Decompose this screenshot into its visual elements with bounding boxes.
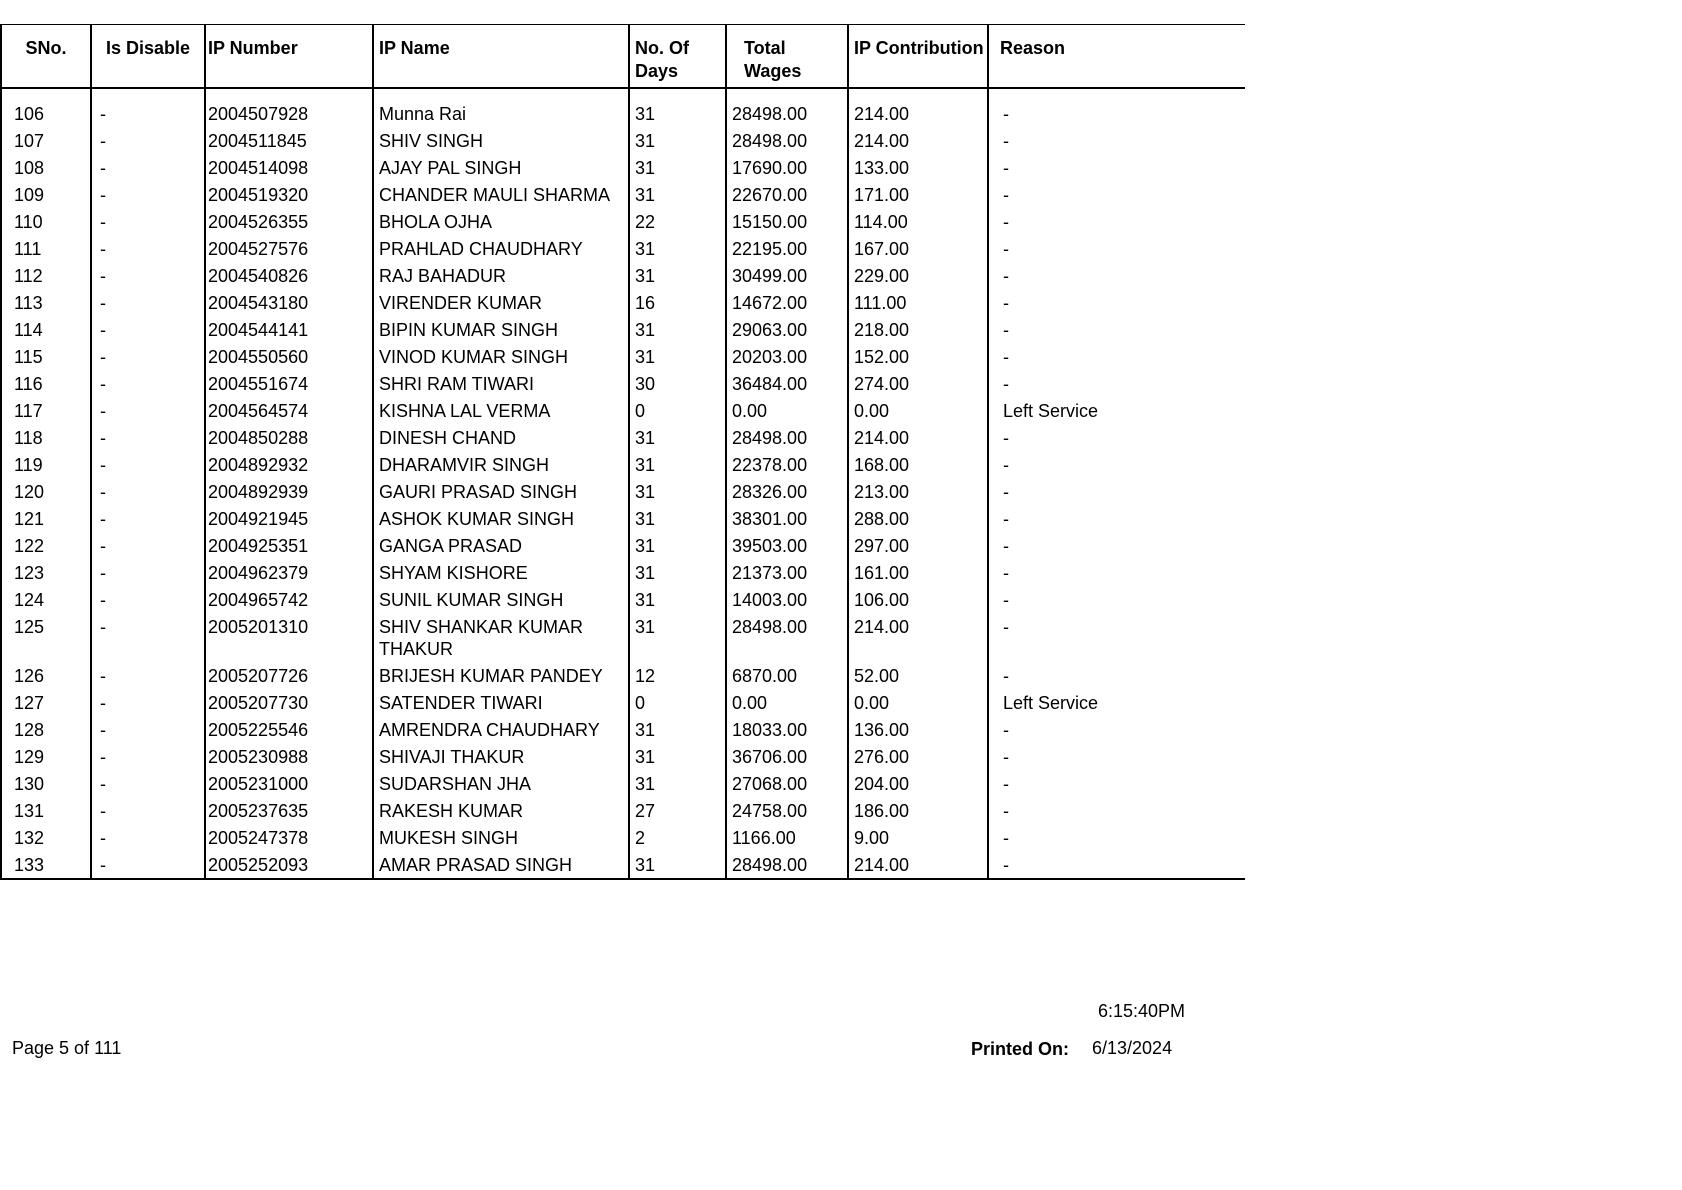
cell-ip-number: 2005247378 (205, 823, 373, 850)
cell-sno: 128 (1, 715, 91, 742)
table-row (1, 715, 1245, 742)
cell-sno: 119 (1, 450, 91, 477)
table-header (1, 25, 1245, 89)
cell-ip-number: 2005230988 (205, 742, 373, 769)
cell-ip-name: BHOLA OJHA (373, 207, 629, 234)
cell-ip-name: DINESH CHAND (373, 423, 629, 450)
cell-sno: 118 (1, 423, 91, 450)
cell-sno: 112 (1, 261, 91, 288)
cell-no-of-days: 27 (629, 796, 726, 823)
cell-no-of-days: 22 (629, 207, 726, 234)
cell-reason: - (988, 450, 1245, 477)
table-row (1, 234, 1245, 261)
cell-ip-name: AMRENDRA CHAUDHARY (373, 715, 629, 742)
table-row (1, 742, 1245, 769)
cell-no-of-days: 2 (629, 823, 726, 850)
cell-reason: - (988, 661, 1245, 688)
cell-is-disable: - (91, 661, 205, 688)
cell-total-wages: 15150.00 (726, 207, 848, 234)
table-row (1, 688, 1245, 715)
cell-ip-number: 2005207730 (205, 688, 373, 715)
cell-sno: 106 (1, 99, 91, 126)
table-row (1, 126, 1245, 153)
cell-ip-number: 2004514098 (205, 153, 373, 180)
print-time: 6:15:40PM (1098, 1001, 1186, 1021)
cell-ip-contribution: 214.00 (848, 126, 988, 153)
cell-ip-number: 2004551674 (205, 369, 373, 396)
cell-ip-number: 2004564574 (205, 396, 373, 423)
cell-ip-contribution: 106.00 (848, 585, 988, 612)
cell-no-of-days: 31 (629, 423, 726, 450)
cell-is-disable: - (91, 261, 205, 288)
cell-no-of-days: 31 (629, 504, 726, 531)
cell-sno: 109 (1, 180, 91, 207)
cell-no-of-days: 31 (629, 769, 726, 796)
cell-is-disable: - (91, 558, 205, 585)
cell-sno: 117 (1, 396, 91, 423)
cell-no-of-days: 31 (629, 612, 726, 661)
cell-ip-name: SUNIL KUMAR SINGH (373, 585, 629, 612)
cell-sno: 110 (1, 207, 91, 234)
table-row (1, 850, 1245, 879)
cell-sno: 108 (1, 153, 91, 180)
header-total-wages: Total Wages (726, 25, 848, 89)
cell-total-wages: 21373.00 (726, 558, 848, 585)
cell-ip-contribution: 167.00 (848, 234, 988, 261)
cell-total-wages: 28498.00 (726, 850, 848, 879)
cell-ip-name: CHANDER MAULI SHARMA (373, 180, 629, 207)
cell-ip-contribution: 229.00 (848, 261, 988, 288)
cell-ip-number: 2004544141 (205, 315, 373, 342)
cell-reason: Left Service (988, 688, 1245, 715)
table-row (1, 796, 1245, 823)
cell-sno: 121 (1, 504, 91, 531)
header-reason: Reason (988, 25, 1245, 89)
cell-no-of-days: 16 (629, 288, 726, 315)
cell-reason: - (988, 99, 1245, 126)
table-row (1, 288, 1245, 315)
cell-ip-contribution: 214.00 (848, 612, 988, 661)
cell-ip-number: 2004527576 (205, 234, 373, 261)
cell-reason: - (988, 558, 1245, 585)
cell-sno: 133 (1, 850, 91, 879)
cell-ip-name: SHRI RAM TIWARI (373, 369, 629, 396)
table-row (1, 153, 1245, 180)
cell-total-wages: 28326.00 (726, 477, 848, 504)
cell-no-of-days: 31 (629, 585, 726, 612)
cell-ip-number: 2005237635 (205, 796, 373, 823)
cell-no-of-days: 31 (629, 153, 726, 180)
cell-ip-number: 2004543180 (205, 288, 373, 315)
cell-ip-contribution: 204.00 (848, 769, 988, 796)
cell-is-disable: - (91, 342, 205, 369)
table-row (1, 207, 1245, 234)
cell-ip-name: DHARAMVIR SINGH (373, 450, 629, 477)
cell-sno: 124 (1, 585, 91, 612)
table-row (1, 477, 1245, 504)
cell-reason: - (988, 207, 1245, 234)
cell-total-wages: 38301.00 (726, 504, 848, 531)
cell-reason: - (988, 823, 1245, 850)
cell-is-disable: - (91, 504, 205, 531)
cell-total-wages: 14672.00 (726, 288, 848, 315)
cell-is-disable: - (91, 153, 205, 180)
cell-reason: - (988, 180, 1245, 207)
table-row (1, 558, 1245, 585)
cell-sno: 126 (1, 661, 91, 688)
cell-reason: - (988, 288, 1245, 315)
cell-sno: 130 (1, 769, 91, 796)
cell-sno: 122 (1, 531, 91, 558)
cell-ip-number: 2005225546 (205, 715, 373, 742)
cell-reason: - (988, 126, 1245, 153)
cell-no-of-days: 31 (629, 180, 726, 207)
cell-reason: - (988, 342, 1245, 369)
cell-total-wages: 17690.00 (726, 153, 848, 180)
cell-reason: - (988, 504, 1245, 531)
cell-no-of-days: 31 (629, 315, 726, 342)
cell-sno: 107 (1, 126, 91, 153)
table-row (1, 504, 1245, 531)
cell-no-of-days: 31 (629, 234, 726, 261)
header-sno: SNo. (1, 25, 91, 89)
cell-reason: - (988, 612, 1245, 661)
cell-sno: 111 (1, 234, 91, 261)
cell-ip-number: 2005201310 (205, 612, 373, 661)
table-row (1, 823, 1245, 850)
cell-ip-name: SHIV SINGH (373, 126, 629, 153)
cell-ip-contribution: 133.00 (848, 153, 988, 180)
cell-total-wages: 29063.00 (726, 315, 848, 342)
cell-sno: 125 (1, 612, 91, 661)
cell-ip-number: 2004519320 (205, 180, 373, 207)
cell-ip-number: 2004965742 (205, 585, 373, 612)
cell-ip-contribution: 213.00 (848, 477, 988, 504)
cell-ip-contribution: 297.00 (848, 531, 988, 558)
cell-is-disable: - (91, 369, 205, 396)
header-no-of-days: No. Of Days (629, 25, 726, 89)
cell-total-wages: 18033.00 (726, 715, 848, 742)
table-row (1, 342, 1245, 369)
cell-ip-name: SHYAM KISHORE (373, 558, 629, 585)
table-row (1, 450, 1245, 477)
cell-ip-number: 2005207726 (205, 661, 373, 688)
cell-is-disable: - (91, 423, 205, 450)
cell-sno: 113 (1, 288, 91, 315)
cell-reason: - (988, 585, 1245, 612)
cell-sno: 132 (1, 823, 91, 850)
cell-total-wages: 22378.00 (726, 450, 848, 477)
page-indicator: Page 5 of 111 (12, 1038, 122, 1058)
cell-ip-name: GANGA PRASAD (373, 531, 629, 558)
cell-total-wages: 0.00 (726, 396, 848, 423)
cell-sno: 129 (1, 742, 91, 769)
cell-reason: Left Service (988, 396, 1245, 423)
cell-total-wages: 22195.00 (726, 234, 848, 261)
cell-no-of-days: 0 (629, 688, 726, 715)
cell-ip-number: 2005252093 (205, 850, 373, 879)
cell-ip-contribution: 274.00 (848, 369, 988, 396)
cell-is-disable: - (91, 99, 205, 126)
cell-total-wages: 14003.00 (726, 585, 848, 612)
table-row (1, 769, 1245, 796)
table-row (1, 396, 1245, 423)
cell-ip-name: KISHNA LAL VERMA (373, 396, 629, 423)
cell-is-disable: - (91, 450, 205, 477)
cell-ip-contribution: 168.00 (848, 450, 988, 477)
cell-ip-name: ASHOK KUMAR SINGH (373, 504, 629, 531)
contribution-table (0, 24, 1245, 880)
cell-ip-contribution: 0.00 (848, 396, 988, 423)
cell-sno: 114 (1, 315, 91, 342)
cell-ip-name: RAJ BAHADUR (373, 261, 629, 288)
cell-ip-name: SHIVAJI THAKUR (373, 742, 629, 769)
cell-ip-contribution: 0.00 (848, 688, 988, 715)
cell-ip-name: SUDARSHAN JHA (373, 769, 629, 796)
cell-is-disable: - (91, 769, 205, 796)
cell-reason: - (988, 315, 1245, 342)
cell-no-of-days: 31 (629, 715, 726, 742)
cell-is-disable: - (91, 126, 205, 153)
printed-on-date: 6/13/2024 (1092, 1038, 1173, 1058)
cell-ip-name: GAURI PRASAD SINGH (373, 477, 629, 504)
cell-no-of-days: 31 (629, 558, 726, 585)
cell-is-disable: - (91, 850, 205, 879)
table-row (1, 585, 1245, 612)
cell-is-disable: - (91, 688, 205, 715)
cell-is-disable: - (91, 531, 205, 558)
table-body (1, 88, 1245, 879)
cell-ip-name: Munna Rai (373, 99, 629, 126)
cell-ip-number: 2004892939 (205, 477, 373, 504)
cell-is-disable: - (91, 180, 205, 207)
cell-ip-contribution: 171.00 (848, 180, 988, 207)
cell-ip-name: MUKESH SINGH (373, 823, 629, 850)
cell-ip-number: 2004507928 (205, 99, 373, 126)
cell-ip-name: SHIV SHANKAR KUMAR THAKUR (373, 612, 629, 661)
cell-reason: - (988, 715, 1245, 742)
cell-is-disable: - (91, 796, 205, 823)
cell-total-wages: 6870.00 (726, 661, 848, 688)
cell-reason: - (988, 423, 1245, 450)
cell-total-wages: 28498.00 (726, 612, 848, 661)
cell-total-wages: 22670.00 (726, 180, 848, 207)
cell-reason: - (988, 261, 1245, 288)
cell-ip-contribution: 288.00 (848, 504, 988, 531)
cell-no-of-days: 31 (629, 450, 726, 477)
cell-ip-number: 2004540826 (205, 261, 373, 288)
cell-reason: - (988, 153, 1245, 180)
cell-ip-number: 2004850288 (205, 423, 373, 450)
cell-ip-name: PRAHLAD CHAUDHARY (373, 234, 629, 261)
cell-no-of-days: 31 (629, 742, 726, 769)
cell-ip-contribution: 214.00 (848, 99, 988, 126)
cell-ip-contribution: 161.00 (848, 558, 988, 585)
cell-total-wages: 36484.00 (726, 369, 848, 396)
header-ip-number: IP Number (205, 25, 373, 89)
cell-is-disable: - (91, 715, 205, 742)
cell-reason: - (988, 234, 1245, 261)
cell-reason: - (988, 742, 1245, 769)
cell-sno: 115 (1, 342, 91, 369)
cell-is-disable: - (91, 612, 205, 661)
cell-ip-number: 2004550560 (205, 342, 373, 369)
cell-is-disable: - (91, 477, 205, 504)
table-row (1, 661, 1245, 688)
cell-is-disable: - (91, 288, 205, 315)
cell-is-disable: - (91, 207, 205, 234)
cell-total-wages: 20203.00 (726, 342, 848, 369)
cell-ip-number: 2004962379 (205, 558, 373, 585)
cell-sno: 131 (1, 796, 91, 823)
cell-sno: 116 (1, 369, 91, 396)
cell-no-of-days: 31 (629, 477, 726, 504)
cell-ip-number: 2004892932 (205, 450, 373, 477)
cell-ip-number: 2004921945 (205, 504, 373, 531)
cell-ip-number: 2005231000 (205, 769, 373, 796)
cell-reason: - (988, 796, 1245, 823)
cell-ip-number: 2004925351 (205, 531, 373, 558)
cell-sno: 127 (1, 688, 91, 715)
cell-ip-contribution: 136.00 (848, 715, 988, 742)
cell-total-wages: 28498.00 (726, 99, 848, 126)
cell-no-of-days: 31 (629, 342, 726, 369)
printed-on-label: Printed On: (971, 1039, 1069, 1059)
cell-total-wages: 28498.00 (726, 423, 848, 450)
header-is-disable: Is Disable (91, 25, 205, 89)
cell-no-of-days: 30 (629, 369, 726, 396)
cell-total-wages: 28498.00 (726, 126, 848, 153)
cell-ip-name: AJAY PAL SINGH (373, 153, 629, 180)
cell-ip-name: VINOD KUMAR SINGH (373, 342, 629, 369)
cell-ip-contribution: 111.00 (848, 288, 988, 315)
cell-ip-contribution: 214.00 (848, 850, 988, 879)
cell-total-wages: 39503.00 (726, 531, 848, 558)
cell-total-wages: 27068.00 (726, 769, 848, 796)
table-spacer-row (1, 88, 1245, 99)
cell-is-disable: - (91, 234, 205, 261)
cell-reason: - (988, 850, 1245, 879)
cell-no-of-days: 31 (629, 126, 726, 153)
cell-ip-name: BRIJESH KUMAR PANDEY (373, 661, 629, 688)
table-row (1, 315, 1245, 342)
cell-total-wages: 24758.00 (726, 796, 848, 823)
cell-no-of-days: 31 (629, 531, 726, 558)
cell-no-of-days: 12 (629, 661, 726, 688)
cell-reason: - (988, 531, 1245, 558)
table-row (1, 423, 1245, 450)
cell-is-disable: - (91, 315, 205, 342)
cell-ip-contribution: 214.00 (848, 423, 988, 450)
header-ip-contribution: IP Contribution (848, 25, 988, 89)
table-row (1, 612, 1245, 661)
cell-total-wages: 1166.00 (726, 823, 848, 850)
cell-ip-contribution: 186.00 (848, 796, 988, 823)
cell-reason: - (988, 477, 1245, 504)
cell-ip-name: SATENDER TIWARI (373, 688, 629, 715)
cell-ip-name: RAKESH KUMAR (373, 796, 629, 823)
cell-reason: - (988, 369, 1245, 396)
cell-ip-contribution: 52.00 (848, 661, 988, 688)
cell-ip-contribution: 276.00 (848, 742, 988, 769)
table-row (1, 99, 1245, 126)
cell-total-wages: 36706.00 (726, 742, 848, 769)
cell-total-wages: 0.00 (726, 688, 848, 715)
cell-no-of-days: 31 (629, 99, 726, 126)
table-row (1, 261, 1245, 288)
cell-ip-contribution: 218.00 (848, 315, 988, 342)
cell-ip-name: BIPIN KUMAR SINGH (373, 315, 629, 342)
cell-is-disable: - (91, 742, 205, 769)
cell-total-wages: 30499.00 (726, 261, 848, 288)
cell-sno: 120 (1, 477, 91, 504)
cell-no-of-days: 31 (629, 261, 726, 288)
cell-reason: - (988, 769, 1245, 796)
cell-is-disable: - (91, 823, 205, 850)
table-row (1, 531, 1245, 558)
cell-sno: 123 (1, 558, 91, 585)
table-row (1, 180, 1245, 207)
cell-ip-contribution: 9.00 (848, 823, 988, 850)
cell-ip-number: 2004526355 (205, 207, 373, 234)
table-row (1, 369, 1245, 396)
cell-ip-contribution: 114.00 (848, 207, 988, 234)
cell-ip-contribution: 152.00 (848, 342, 988, 369)
cell-ip-name: AMAR PRASAD SINGH (373, 850, 629, 879)
cell-ip-name: VIRENDER KUMAR (373, 288, 629, 315)
cell-no-of-days: 0 (629, 396, 726, 423)
cell-is-disable: - (91, 585, 205, 612)
header-ip-name: IP Name (373, 25, 629, 89)
cell-no-of-days: 31 (629, 850, 726, 879)
cell-ip-number: 2004511845 (205, 126, 373, 153)
cell-is-disable: - (91, 396, 205, 423)
